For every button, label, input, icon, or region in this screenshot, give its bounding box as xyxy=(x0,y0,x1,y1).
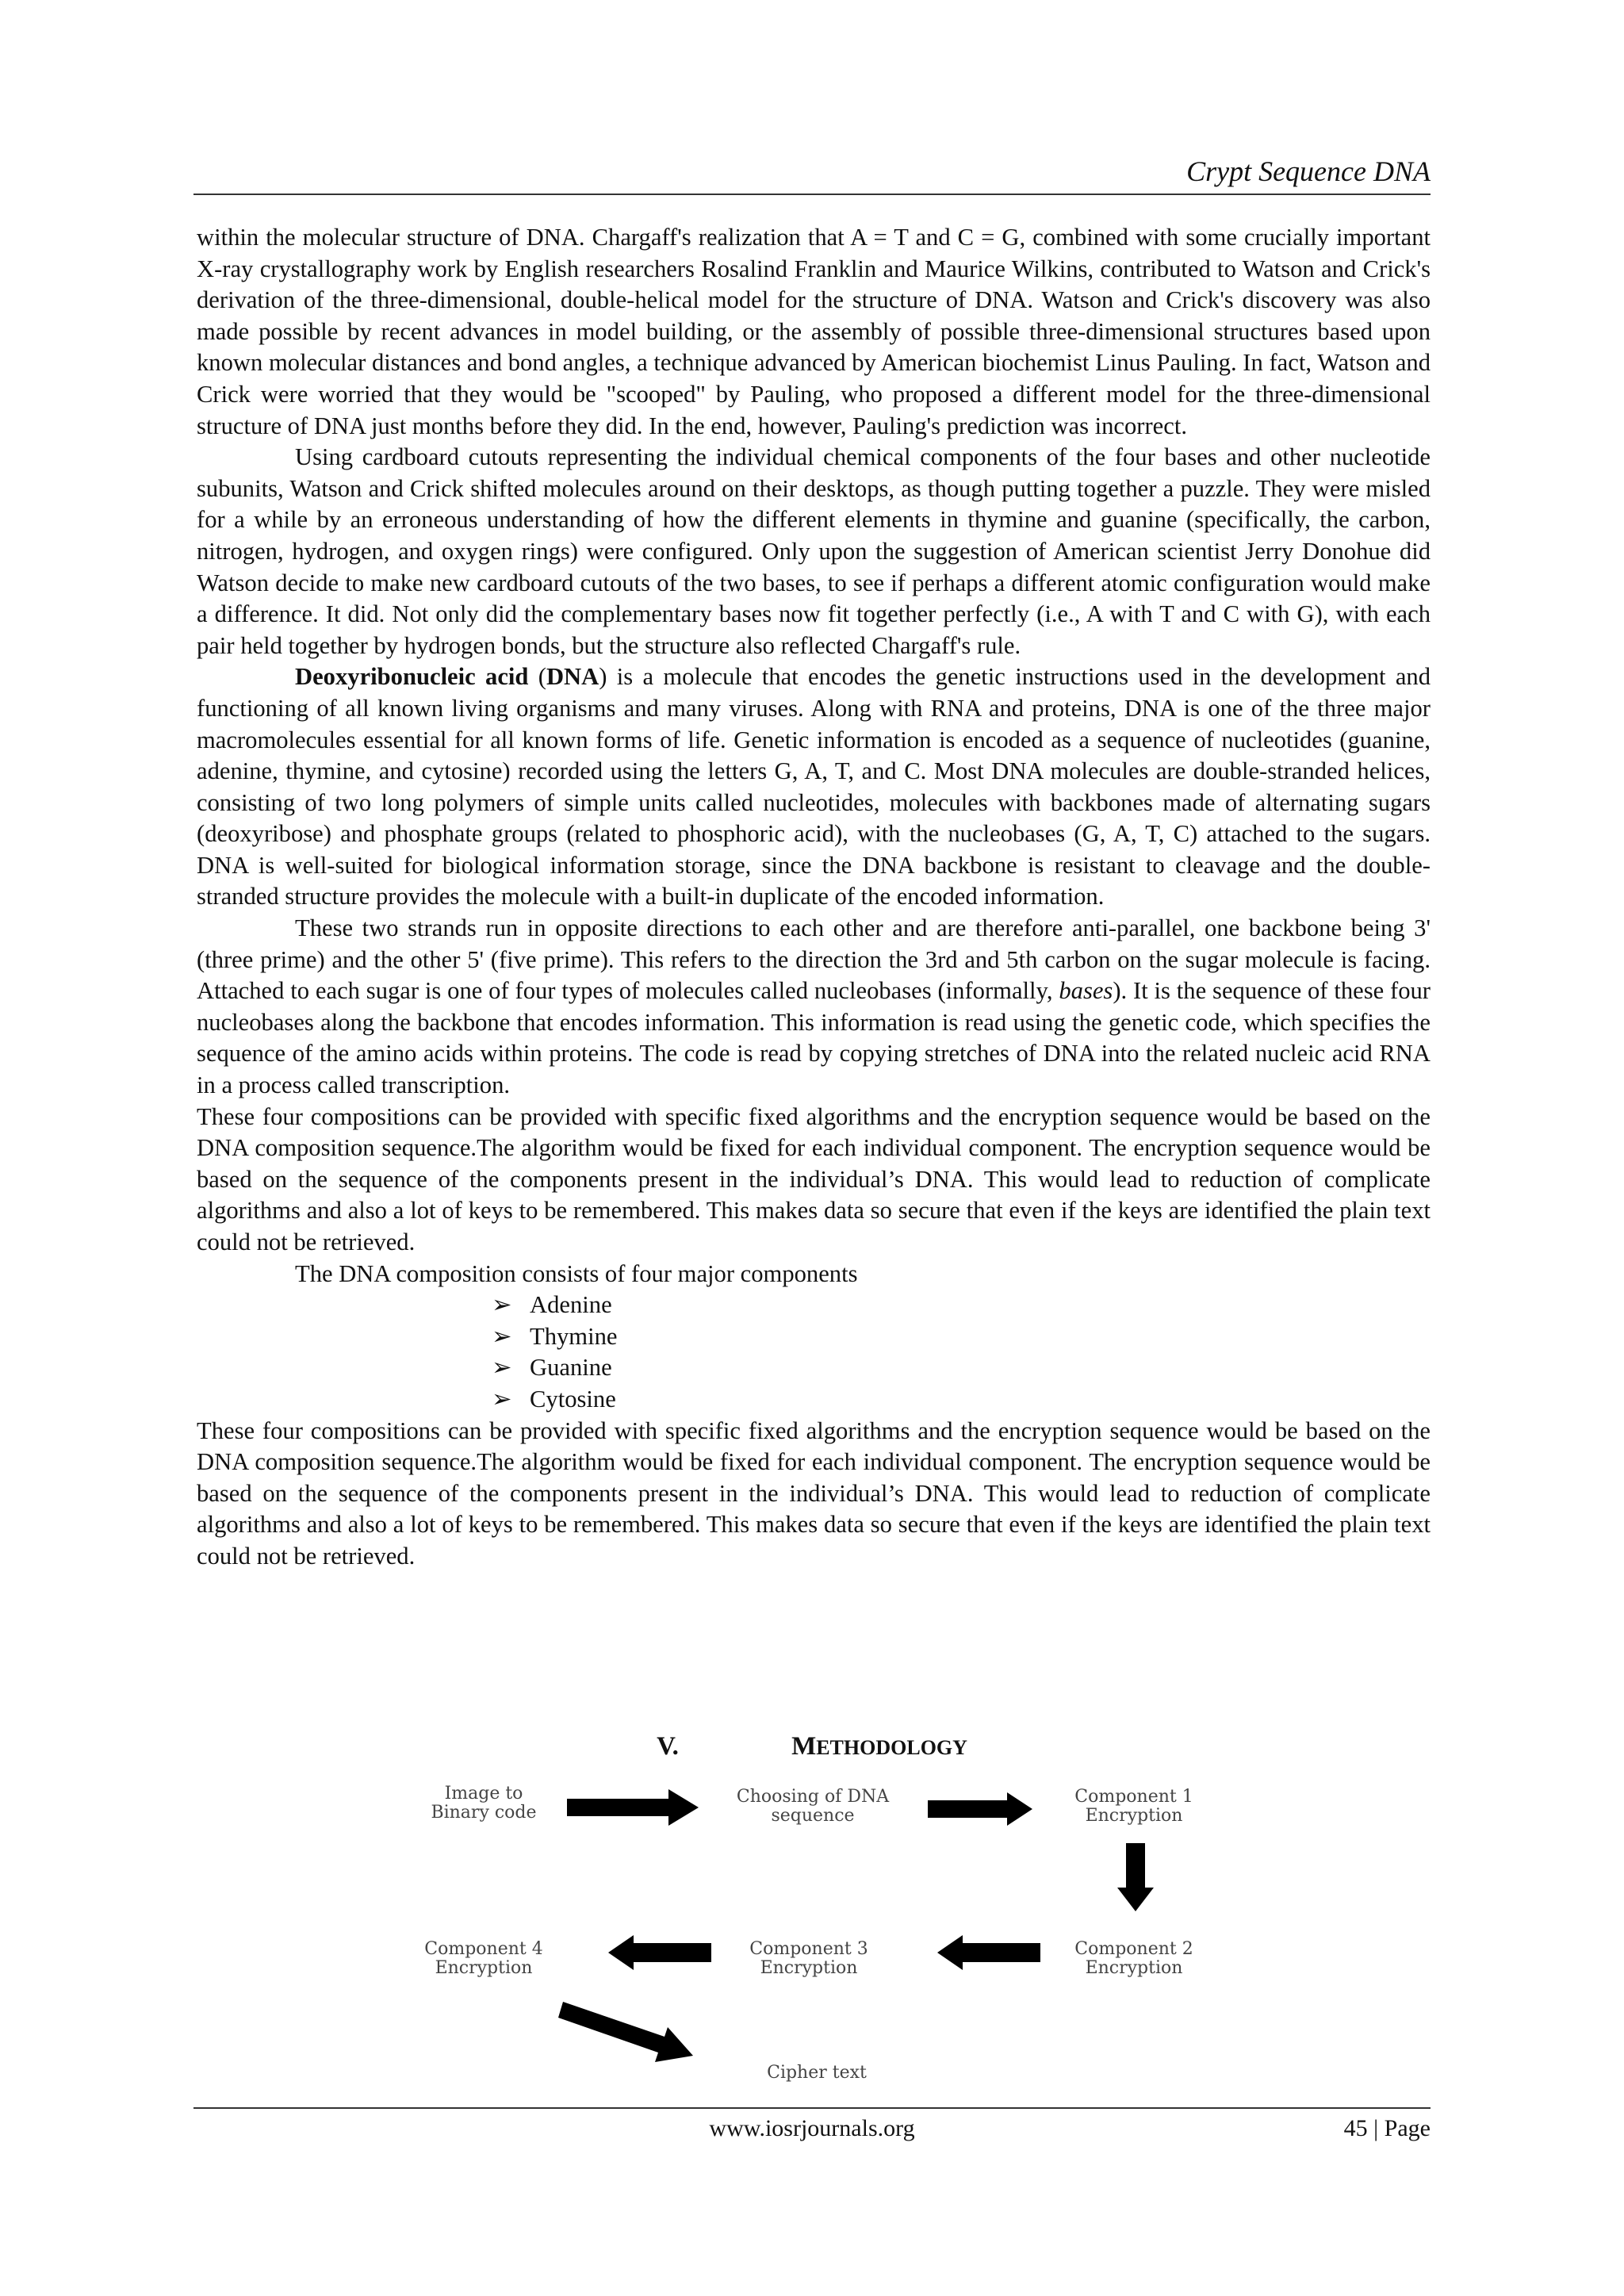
paragraph-compositions-1: These four compositions can be provided with specific fixed algorithms and the encryption sequence would be based on the DNA composition sequence.The algorithm would be fixed for each individual component. The encryption sequence would be based on the sequence of the components present in the individual’s DNA. This would lead to reduction of complicate algorithms and also a lot of keys to be remembered. This makes data so secure that even if the keys are identified the plain text could not be retrieved. xyxy=(197,1102,1431,1255)
flow-node-line: Component 4 xyxy=(424,1939,543,1959)
left-arrow-icon xyxy=(936,1934,1043,1972)
diagonal-arrow-icon xyxy=(557,1994,699,2065)
page-number: 45 | Page xyxy=(1343,2115,1431,2141)
list-item-label: Guanine xyxy=(530,1354,612,1382)
flow-node-line: Binary code xyxy=(431,1803,537,1823)
list-item xyxy=(492,1352,1431,1384)
list-item xyxy=(492,1290,1431,1321)
flow-node-component-3 xyxy=(730,1940,888,1978)
paragraph-compositions-2: These four compositions can be provided with specific fixed algorithms and the encryption sequence would be based on the DNA composition sequence.The algorithm would be fixed for each individual component. The encryption sequence would be based on the sequence of the components present in the individual’s DNA. This would lead to reduction of complicate algorithms and also a lot of keys to be remembered. This makes data so secure that even if the keys are identified the plain text could not be retrieved. xyxy=(197,1416,1431,1570)
list-item-label: Thymine xyxy=(530,1322,618,1350)
paragraph-strands xyxy=(197,913,1431,1102)
term-bases: bases xyxy=(1059,977,1113,1005)
term-open-paren: ( xyxy=(528,663,546,691)
list-item-label: Adenine xyxy=(530,1291,612,1319)
arrow-bullet-icon: ➢ xyxy=(492,1322,512,1350)
paragraph-chargaff: within the molecular structure of DNA. Chargaff's realization that A = T and C = G, combined with some crucially important X-ray crystallography work by English researchers Rosalind Franklin and Maurice Wilkins, contributed to Watson and Crick's derivation of the three-dimensional, double-helical model for the structure of DNA. Watson and Crick's discovery was also made possible by recent advances in model building, or the assembly of possible three-dimensional structures based upon known molecular distances and bond angles, a technique advanced by American biochemist Linus Pauling. In fact, Watson and Crick were worried that they would be "scooped" by Pauling, who proposed a different model for the three-dimensional structure of DNA just months before they did. In the end, however, Pauling's prediction was incorrect. xyxy=(197,224,1431,439)
arrow-bullet-icon: ➢ xyxy=(492,1291,512,1319)
flow-node-line: Image to xyxy=(444,1784,523,1803)
flow-node-line: sequence xyxy=(771,1806,855,1826)
definition-text: ) is a molecule that encodes the genetic instructions used in the development and functioning of all known living organisms and many viruses. Along with RNA and proteins, DNA is one of the three major macromolecules essential for all known forms of life. Genetic information is encoded as a sequence of nucleotides (guanine, adenine, thymine, and cytosine) recorded using the letters G, A, T, and C. Most DNA molecules are double-stranded helices, consisting of two long polymers of simple units called nucleotides, molecules with backbones made of alternating sugars (deoxyribose) and phosphate groups (related to phosphoric acid), with the nucleobases (G, A, T, C) attached to the sugars. DNA is well-suited for biological information storage, since the DNA backbone is resistant to cleavage and the double-stranded structure provides the molecule with a built-in duplicate of the encoded information. xyxy=(197,663,1431,910)
list-item-label: Cytosine xyxy=(530,1385,616,1412)
strands-text-a: These two strands run in opposite directions to each other and are therefore anti-parallel, one backbone being 3' (three prime) and the other 5' (five prime). This refers to the direction the 3rd and 5th carbon on the sugar molecule is facing. Attached to each sugar is one of four types of molecules called nucleobases (informally, xyxy=(197,914,1431,1005)
flow-node-cipher-text xyxy=(737,2064,896,2083)
right-arrow-icon xyxy=(567,1788,702,1827)
section-heading xyxy=(0,1731,1624,1764)
list-item xyxy=(492,1321,1431,1353)
flow-node-line: Encryption xyxy=(435,1958,533,1978)
left-arrow-icon xyxy=(607,1934,714,1972)
flow-node-line: Cipher text xyxy=(767,2063,867,2083)
body-text xyxy=(197,222,1431,1573)
flow-node-line: Component 2 xyxy=(1074,1939,1193,1959)
flow-node-component-2 xyxy=(1055,1940,1213,1978)
flow-node-line: Component 1 xyxy=(1074,1787,1193,1807)
term-dna-abbr: DNA xyxy=(546,663,599,691)
methodology-flowchart xyxy=(404,1773,1245,2091)
arrow-bullet-icon: ➢ xyxy=(492,1354,512,1382)
section-number: V. xyxy=(657,1732,679,1761)
running-header: Crypt Sequence DNA xyxy=(1186,155,1431,187)
flow-node-line: Component 3 xyxy=(749,1939,868,1959)
section-title-initial: M xyxy=(791,1732,817,1761)
flow-node-component-1 xyxy=(1055,1788,1213,1826)
flow-node-line: Encryption xyxy=(1085,1958,1183,1978)
flow-node-line: Choosing of DNA xyxy=(736,1787,890,1807)
down-arrow-icon xyxy=(1116,1843,1155,1915)
term-dna: Deoxyribonucleic acid xyxy=(295,663,529,691)
flow-node-line: Encryption xyxy=(760,1958,858,1978)
paragraph-cardboard-cutouts: Using cardboard cutouts representing the individual chemical components of the four bases and other nucleotide subunits, Watson and Crick shifted molecules around on their desktops, as though putting together a puzzle. They were misled for a while by an erroneous understanding of how the different elements in thymine and guanine (specifically, the carbon, nitrogen, hydrogen, and oxygen rings) were configured. Only upon the suggestion of American scientist Jerry Donohue did Watson decide to make new cardboard cutouts of the two bases, to see if perhaps a different atomic configuration would make a difference. It did. Not only did the complementary bases now fit together perfectly (i.e., A with T and C with G), with each pair held together by hydrogen bonds, but the structure also reflected Chargaff's rule. xyxy=(197,443,1431,659)
flow-node-line: Encryption xyxy=(1085,1806,1183,1826)
flow-node-image-to-binary xyxy=(420,1784,547,1823)
right-arrow-icon xyxy=(928,1791,1035,1827)
flow-node-choosing-dna-sequence xyxy=(722,1788,904,1826)
strands-text-b: ). It is the sequence of these four nucleobases along the backbone that encodes information. This information is read using the genetic code, which specifies the sequence of the amino acids within proteins. The code is read by copying stretches of DNA into the related nucleic acid RNA in a process called transcription. xyxy=(197,977,1431,1099)
footer-url: www.iosrjournals.org xyxy=(709,2115,915,2141)
footer-rule xyxy=(193,2107,1431,2109)
section-title-rest: ETHODOLOGY xyxy=(816,1736,967,1759)
components-list xyxy=(197,1290,1431,1415)
paragraph-dna-definition xyxy=(197,661,1431,913)
list-item xyxy=(492,1384,1431,1416)
header-rule xyxy=(193,194,1431,195)
arrow-bullet-icon: ➢ xyxy=(492,1385,512,1412)
paragraph-components-intro: The DNA composition consists of four major components xyxy=(295,1259,858,1287)
flow-node-component-4 xyxy=(404,1940,563,1978)
